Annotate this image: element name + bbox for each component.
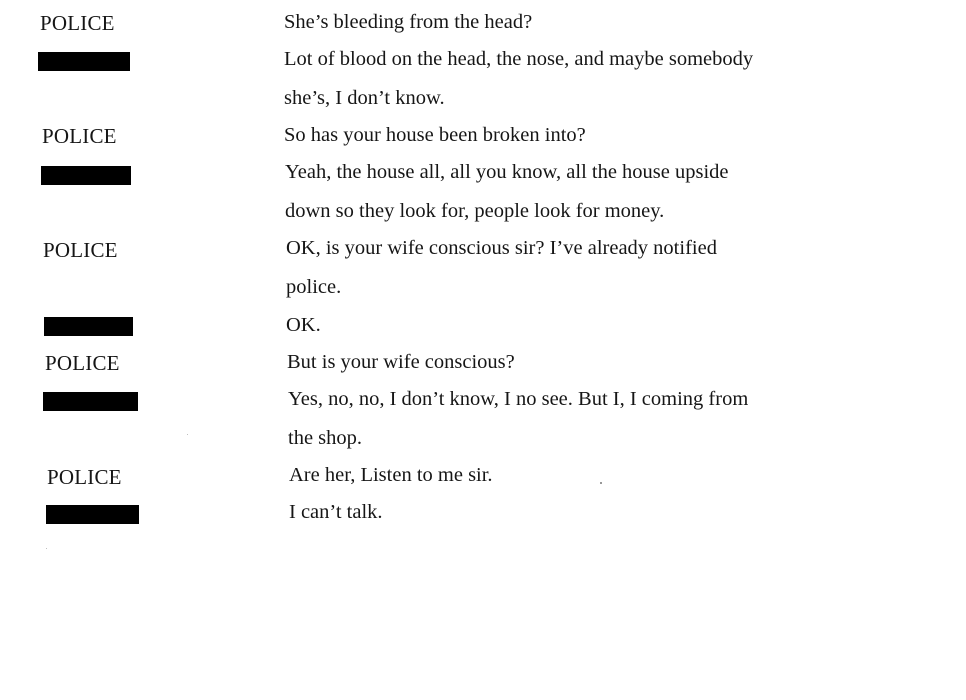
- speaker-police: POLICE: [45, 351, 120, 375]
- dialogue-line: Lot of blood on the head, the nose, and maybe somebody: [284, 48, 754, 70]
- dialogue-line: She’s bleeding from the head?: [284, 11, 533, 33]
- redacted-speaker-name: [43, 392, 138, 411]
- speaker-police: POLICE: [43, 238, 118, 262]
- dialogue-line: Yeah, the house all, all you know, all the house upside: [285, 161, 729, 183]
- dialogue-line: OK, is your wife conscious sir? I’ve already notified: [286, 237, 717, 259]
- dialogue-line: police.: [286, 276, 342, 298]
- redacted-speaker-name: [38, 52, 130, 71]
- dialogue-line: But is your wife conscious?: [287, 351, 515, 373]
- dialogue-line: Yes, no, no, I don’t know, I no see. But I, I coming from: [288, 388, 749, 410]
- scan-speck: [46, 548, 47, 549]
- scan-speck: [600, 482, 602, 484]
- redacted-speaker-name: [41, 166, 131, 185]
- dialogue-line: the shop.: [288, 427, 363, 449]
- dialogue-line: she’s, I don’t know.: [284, 87, 445, 109]
- speaker-police: POLICE: [40, 11, 115, 35]
- dialogue-line: So has your house been broken into?: [284, 124, 586, 146]
- scan-speck: [187, 434, 188, 435]
- speaker-police: POLICE: [42, 124, 117, 148]
- speaker-police: POLICE: [47, 465, 122, 489]
- dialogue-line: I can’t talk.: [289, 501, 383, 523]
- dialogue-line: Are her, Listen to me sir.: [289, 464, 493, 486]
- redacted-speaker-name: [44, 317, 133, 336]
- dialogue-line: OK.: [286, 314, 321, 336]
- redacted-speaker-name: [46, 505, 139, 524]
- dialogue-line: down so they look for, people look for money.: [285, 200, 665, 222]
